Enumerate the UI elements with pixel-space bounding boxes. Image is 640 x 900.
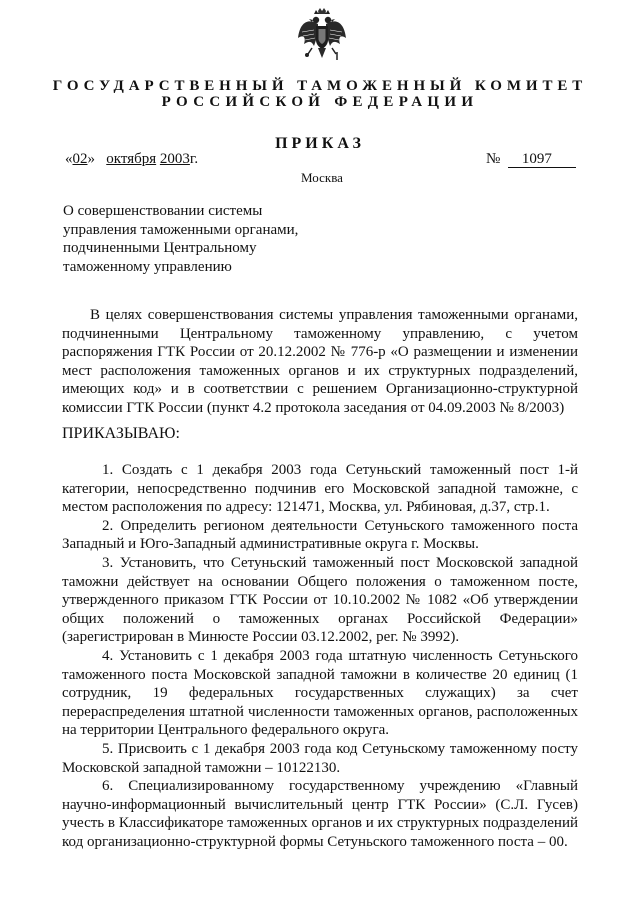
order-date (65, 151, 198, 168)
subject-line: подчиненными Центральному (63, 240, 257, 256)
subject-line: таможенному управлению (63, 258, 232, 275)
order-title: ПРИКАЗ (275, 135, 365, 152)
order-city: Москва (301, 170, 343, 185)
order-subject (63, 202, 363, 276)
subject-line: О совершенствовании системы (63, 203, 263, 219)
order-item: 4. Установить с 1 декабря 2003 года штатную численность Сетуньского таможенного поста Московской западной таможни в количестве 20 единиц (1 сотрудник, 19 федеральных государственных служащих) за счет перераспределения штатной численности таможенных органов, расположенных на территории Центрального федерального округа. (62, 647, 578, 739)
order-item: 6. Специализированному государственному учреждению «Главный научно-информационный вычислительный центр ГТК России» (С.Л. Гусев) учесть в Классификаторе таможенных органов и их структурных подразделений код организационно-структурной формы Сетуньского таможенного поста – 00. (62, 778, 578, 850)
committee-name-line2: РОССИЙСКОЙ ФЕДЕРАЦИИ (161, 94, 479, 110)
order-items (62, 461, 578, 851)
order-number (486, 151, 576, 168)
committee-name-line1: ГОСУДАРСТВЕННЫЙ ТАМОЖЕННЫЙ КОМИТЕТ (52, 78, 588, 94)
order-item: 5. Присвоить с 1 декабря 2003 года код Сетуньскому таможенному посту Московской западной таможни – 10122130. (62, 740, 578, 776)
preamble-paragraph: В целях совершенствования системы управления таможенными органами, подчиненными Центральному таможенному управлению, с учетом распоряжения ГТК России от 20.12.2002 № 776-р «О размещении и изменении мест расположения таможенных органов и их структурных подразделений, имеющих код» и в соответствии с решением Организационно-структурной комиссии ГТК России (пункт 4.2 протокола заседания от 04.09.2003 № 8/2003) (62, 307, 578, 416)
date-year: 2003 (159, 151, 190, 167)
subject-line: управления таможенными органами, (63, 221, 299, 238)
date-month: октября (106, 151, 157, 167)
date-suffix: г. (189, 151, 199, 167)
date-quote-open: « (65, 151, 73, 167)
order-item: 1. Создать с 1 декабря 2003 года Сетуньский таможенный пост 1-й категории, непосредственно подчинив его Московской западной таможне, с местом расположения по адресу: 121471, Москва, ул. Рябиновая, д.37, стр.1. (62, 462, 578, 516)
number-value: 1097 (508, 152, 576, 168)
russian-emblem-icon (296, 8, 348, 64)
date-quote-close: » (87, 151, 95, 167)
order-item: 3. Установить, что Сетуньский таможенный пост Московской западной таможни действует на основании Общего положения о таможенном посте, утвержденного приказом ГТК России от 10.10.2002 № 1082 «Об утверждении общих положений о таможенных органах Российской Федерации» (зарегистрирован в Минюсте России 03.12.2002, рег. № 3992). (62, 554, 578, 646)
order-item: 2. Определить регионом деятельности Сетуньского таможенного поста Западный и Юго-Западный административные округа г. Москвы. (62, 517, 578, 553)
number-prefix: № (486, 151, 501, 167)
date-day: 02 (72, 151, 88, 167)
orders-heading: ПРИКАЗЫВАЮ: (62, 425, 180, 442)
